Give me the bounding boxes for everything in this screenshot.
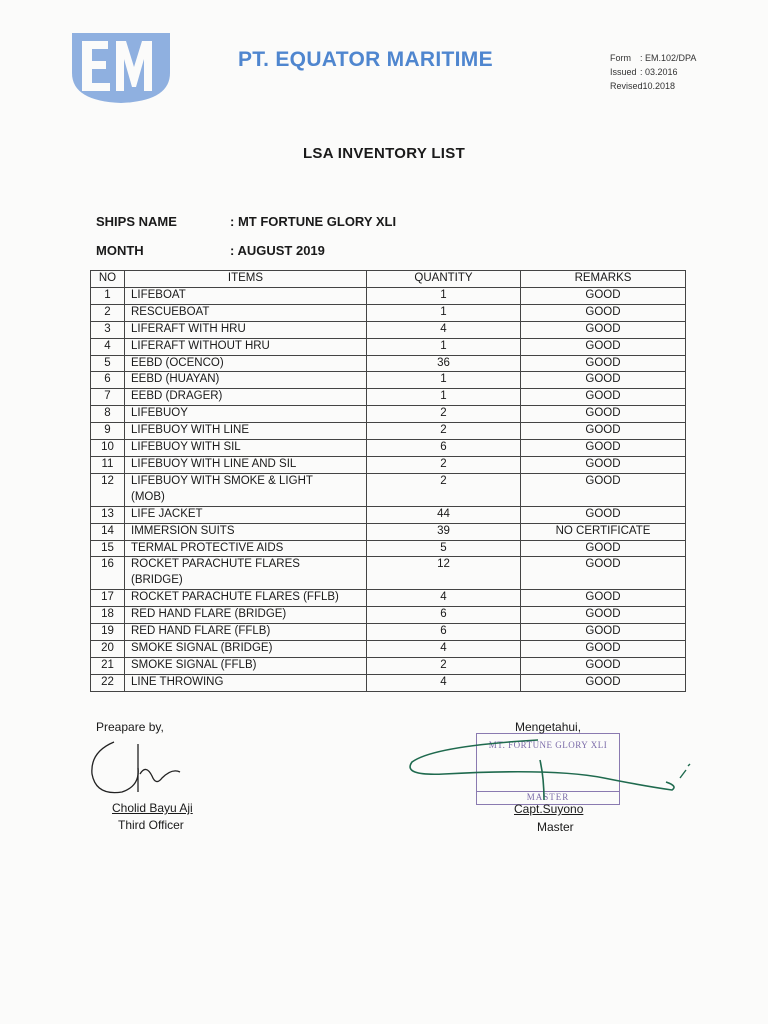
- row-remarks-text: GOOD: [585, 305, 621, 318]
- header-remarks: REMARKS: [521, 271, 686, 288]
- row-no-text: 4: [104, 339, 111, 352]
- row-remarks: [521, 640, 686, 657]
- row-item: [125, 657, 367, 674]
- row-item-text: EEBD (DRAGER): [131, 390, 223, 403]
- row-remarks: [521, 674, 686, 691]
- row-remarks: [521, 321, 686, 338]
- form-value: : EM.102/DPA: [640, 53, 697, 63]
- row-quantity: [367, 372, 521, 389]
- row-quantity-text: 12: [437, 558, 450, 571]
- form-label: Form: [610, 53, 631, 63]
- row-quantity: [367, 406, 521, 423]
- company-name: PT. EQUATOR MARITIME: [238, 48, 493, 71]
- row-item-continuation: (MOB): [131, 490, 165, 503]
- row-remarks-text: GOOD: [585, 558, 621, 571]
- row-quantity: [367, 540, 521, 557]
- table-row: [91, 304, 686, 321]
- row-item: [125, 440, 367, 457]
- table-row: [91, 624, 686, 641]
- table-row: [91, 406, 686, 423]
- table-row: [91, 423, 686, 440]
- row-remarks: [521, 657, 686, 674]
- row-item: [125, 423, 367, 440]
- row-item-text: LINE THROWING: [131, 675, 224, 688]
- row-no: [91, 372, 125, 389]
- row-quantity: [367, 287, 521, 304]
- month-label: MONTH: [96, 243, 144, 258]
- row-quantity-text: 36: [437, 356, 450, 369]
- row-item-text: EEBD (HUAYAN): [131, 373, 220, 386]
- row-no-text: 13: [101, 507, 114, 520]
- row-quantity: [367, 423, 521, 440]
- row-no-text: 20: [101, 641, 114, 654]
- row-remarks-text: GOOD: [585, 373, 621, 386]
- month-row: [96, 243, 325, 258]
- form-metadata: [610, 51, 696, 93]
- month-value: : AUGUST 2019: [230, 243, 325, 258]
- row-no-text: 9: [104, 424, 111, 437]
- row-item-text: RESCUEBOAT: [131, 305, 210, 318]
- row-remarks: [521, 355, 686, 372]
- row-quantity-text: 2: [440, 474, 447, 487]
- row-remarks-text: GOOD: [585, 625, 621, 638]
- row-remarks-text: GOOD: [585, 541, 621, 554]
- row-item-text: LIFERAFT WITH HRU: [131, 322, 246, 335]
- acknowledged-name: Capt.Suyono: [514, 802, 584, 816]
- row-remarks-text: GOOD: [585, 407, 621, 420]
- row-item-text: ROCKET PARACHUTE FLARES (FFLB): [131, 591, 339, 604]
- row-remarks: [521, 287, 686, 304]
- row-no-text: 10: [101, 441, 114, 454]
- row-no: [91, 624, 125, 641]
- row-remarks-text: GOOD: [585, 474, 621, 487]
- row-remarks-text: GOOD: [585, 441, 621, 454]
- row-item-text: LIFEBUOY WITH LINE AND SIL: [131, 457, 297, 470]
- row-quantity-text: 44: [437, 507, 450, 520]
- table-row: [91, 557, 686, 590]
- row-no: [91, 557, 125, 590]
- row-remarks-text: GOOD: [585, 675, 621, 688]
- row-no-text: 8: [104, 407, 111, 420]
- row-item-text: SMOKE SIGNAL (FFLB): [131, 658, 257, 671]
- issued-value: : 03.2016: [640, 67, 678, 77]
- row-no-text: 5: [104, 356, 111, 369]
- row-quantity-text: 4: [440, 591, 447, 604]
- row-no-text: 19: [101, 625, 114, 638]
- table-row: [91, 321, 686, 338]
- row-quantity: [367, 304, 521, 321]
- row-quantity-text: 2: [440, 658, 447, 671]
- row-no: [91, 423, 125, 440]
- row-quantity-text: 1: [440, 373, 447, 386]
- row-quantity: [367, 456, 521, 473]
- row-quantity: [367, 674, 521, 691]
- row-no: [91, 304, 125, 321]
- row-quantity-text: 4: [440, 641, 447, 654]
- row-no: [91, 473, 125, 506]
- row-item: [125, 506, 367, 523]
- row-item: [125, 372, 367, 389]
- row-item-text: LIFEBUOY WITH SMOKE & LIGHT: [131, 474, 313, 487]
- row-item-continuation: (BRIDGE): [131, 574, 183, 587]
- row-item: [125, 624, 367, 641]
- row-no-text: 14: [101, 524, 114, 537]
- row-item: [125, 590, 367, 607]
- table-row: [91, 338, 686, 355]
- row-quantity: [367, 355, 521, 372]
- row-no: [91, 440, 125, 457]
- row-no-text: 7: [104, 390, 111, 403]
- row-item: [125, 674, 367, 691]
- row-remarks: [521, 338, 686, 355]
- row-quantity-text: 2: [440, 407, 447, 420]
- row-remarks: [521, 557, 686, 590]
- row-remarks-text: GOOD: [585, 322, 621, 335]
- row-no-text: 18: [101, 608, 114, 621]
- row-quantity: [367, 607, 521, 624]
- row-remarks: [521, 304, 686, 321]
- ship-name-row: [96, 214, 396, 229]
- prepared-by-role: Third Officer: [118, 818, 184, 832]
- row-remarks: [521, 406, 686, 423]
- row-remarks: [521, 456, 686, 473]
- table-row: [91, 657, 686, 674]
- ship-name-value: : MT FORTUNE GLORY XLI: [230, 214, 397, 229]
- revised-value: :10.2018: [640, 81, 676, 91]
- row-no: [91, 674, 125, 691]
- row-remarks: [521, 389, 686, 406]
- row-quantity: [367, 506, 521, 523]
- row-remarks: [521, 372, 686, 389]
- row-no-text: 21: [101, 658, 114, 671]
- table-row: [91, 287, 686, 304]
- table-row: [91, 674, 686, 691]
- row-item-text: SMOKE SIGNAL (BRIDGE): [131, 641, 273, 654]
- header-no: NO: [91, 271, 125, 288]
- stamp-ship-name: MT. FORTUNE GLORY XLI: [488, 740, 608, 750]
- inventory-table: [90, 270, 686, 692]
- row-no-text: 22: [101, 675, 114, 688]
- row-remarks-text: GOOD: [585, 658, 621, 671]
- table-row: [91, 372, 686, 389]
- row-no: [91, 338, 125, 355]
- row-remarks: [521, 473, 686, 506]
- table-row: [91, 440, 686, 457]
- acknowledged-role: Master: [537, 820, 574, 834]
- row-quantity: [367, 389, 521, 406]
- row-item: [125, 456, 367, 473]
- row-item-text: RED HAND FLARE (BRIDGE): [131, 608, 287, 621]
- table-row: [91, 473, 686, 506]
- row-item: [125, 473, 367, 506]
- row-quantity: [367, 523, 521, 540]
- row-remarks-text: GOOD: [585, 356, 621, 369]
- row-remarks-text: GOOD: [585, 390, 621, 403]
- table-row: [91, 523, 686, 540]
- company-logo: [70, 33, 172, 103]
- row-no: [91, 456, 125, 473]
- row-quantity-text: 6: [440, 608, 447, 621]
- row-remarks-text: GOOD: [585, 641, 621, 654]
- prepared-by-name: Cholid Bayu Aji: [112, 801, 193, 815]
- table-row: [91, 355, 686, 372]
- prepared-by-signature: [86, 734, 196, 804]
- row-item-text: RED HAND FLARE (FFLB): [131, 625, 271, 638]
- row-item-text: LIFERAFT WITHOUT HRU: [131, 339, 270, 352]
- row-quantity: [367, 338, 521, 355]
- row-quantity: [367, 321, 521, 338]
- row-item: [125, 355, 367, 372]
- header-items: ITEMS: [125, 271, 367, 288]
- row-no: [91, 590, 125, 607]
- row-quantity-text: 1: [440, 390, 447, 403]
- row-no-text: 6: [104, 373, 111, 386]
- stamp-rank: MASTER: [477, 791, 619, 802]
- row-item: [125, 607, 367, 624]
- row-no-text: 1: [104, 288, 111, 301]
- row-item: [125, 287, 367, 304]
- row-no-text: 17: [101, 591, 114, 604]
- row-quantity: [367, 473, 521, 506]
- row-item: [125, 540, 367, 557]
- table-body: [91, 287, 686, 691]
- ship-name-label: SHIPS NAME: [96, 214, 177, 229]
- row-item: [125, 321, 367, 338]
- row-quantity: [367, 557, 521, 590]
- table-row: [91, 506, 686, 523]
- row-remarks-text: GOOD: [585, 424, 621, 437]
- row-quantity-text: 1: [440, 288, 447, 301]
- row-quantity-text: 6: [440, 625, 447, 638]
- row-remarks-text: GOOD: [585, 339, 621, 352]
- table-row: [91, 456, 686, 473]
- row-quantity: [367, 440, 521, 457]
- row-no: [91, 640, 125, 657]
- document-title: LSA INVENTORY LIST: [302, 145, 466, 162]
- row-remarks: [521, 607, 686, 624]
- row-quantity-text: 4: [440, 675, 447, 688]
- row-no: [91, 657, 125, 674]
- row-item-text: LIFEBUOY WITH LINE: [131, 424, 250, 437]
- table-row: [91, 640, 686, 657]
- row-no: [91, 540, 125, 557]
- row-item-text: EEBD (OCENCO): [131, 356, 224, 369]
- row-no: [91, 523, 125, 540]
- row-item: [125, 557, 367, 590]
- row-no-text: 3: [104, 322, 111, 335]
- row-quantity-text: 2: [440, 424, 447, 437]
- row-item-text: TERMAL PROTECTIVE AIDS: [131, 541, 284, 554]
- master-signature: [404, 734, 696, 806]
- revised-label: Revised: [610, 81, 643, 91]
- table-row: [91, 607, 686, 624]
- row-quantity: [367, 624, 521, 641]
- row-item-text: LIFE JACKET: [131, 507, 203, 520]
- row-quantity-text: 2: [440, 457, 447, 470]
- row-remarks: [521, 523, 686, 540]
- row-remarks-text: GOOD: [585, 591, 621, 604]
- row-item: [125, 338, 367, 355]
- row-no: [91, 406, 125, 423]
- row-item: [125, 523, 367, 540]
- row-quantity: [367, 640, 521, 657]
- prepared-by-label: Preapare by,: [96, 720, 164, 734]
- row-remarks-text: GOOD: [585, 608, 621, 621]
- row-quantity-text: 6: [440, 441, 447, 454]
- table-row: [91, 540, 686, 557]
- row-item-text: LIFEBOAT: [131, 288, 186, 301]
- row-quantity-text: 4: [440, 322, 447, 335]
- row-remarks-text: GOOD: [585, 288, 621, 301]
- row-item-text: LIFEBUOY: [131, 407, 188, 420]
- row-remarks-text: NO CERTIFICATE: [555, 524, 651, 537]
- table-row: [91, 590, 686, 607]
- row-item: [125, 304, 367, 321]
- row-no: [91, 389, 125, 406]
- row-remarks: [521, 506, 686, 523]
- row-item-text: IMMERSION SUITS: [131, 524, 235, 537]
- acknowledged-label: Mengetahui,: [515, 720, 582, 734]
- row-remarks: [521, 540, 686, 557]
- header-quantity: QUANTITY: [367, 271, 521, 288]
- row-no-text: 16: [101, 558, 114, 571]
- row-no-text: 2: [104, 305, 111, 318]
- row-no: [91, 287, 125, 304]
- row-no-text: 15: [101, 541, 114, 554]
- row-no: [91, 321, 125, 338]
- row-remarks-text: GOOD: [585, 507, 621, 520]
- row-no-text: 11: [101, 457, 114, 470]
- table-row: [91, 389, 686, 406]
- row-no: [91, 607, 125, 624]
- row-no: [91, 506, 125, 523]
- row-quantity-text: 39: [437, 524, 450, 537]
- row-item: [125, 406, 367, 423]
- row-remarks: [521, 423, 686, 440]
- row-quantity: [367, 590, 521, 607]
- row-remarks: [521, 590, 686, 607]
- row-quantity-text: 1: [440, 339, 447, 352]
- row-remarks: [521, 440, 686, 457]
- row-item-text: LIFEBUOY WITH SIL: [131, 441, 241, 454]
- row-item: [125, 389, 367, 406]
- row-item-text: ROCKET PARACHUTE FLARES: [131, 558, 300, 571]
- row-item: [125, 640, 367, 657]
- row-no-text: 12: [101, 474, 114, 487]
- row-quantity-text: 1: [440, 305, 447, 318]
- table-header-row: [91, 271, 686, 288]
- issued-label: Issued: [610, 67, 637, 77]
- row-quantity: [367, 657, 521, 674]
- row-quantity-text: 5: [440, 541, 447, 554]
- row-remarks-text: GOOD: [585, 457, 621, 470]
- row-remarks: [521, 624, 686, 641]
- row-no: [91, 355, 125, 372]
